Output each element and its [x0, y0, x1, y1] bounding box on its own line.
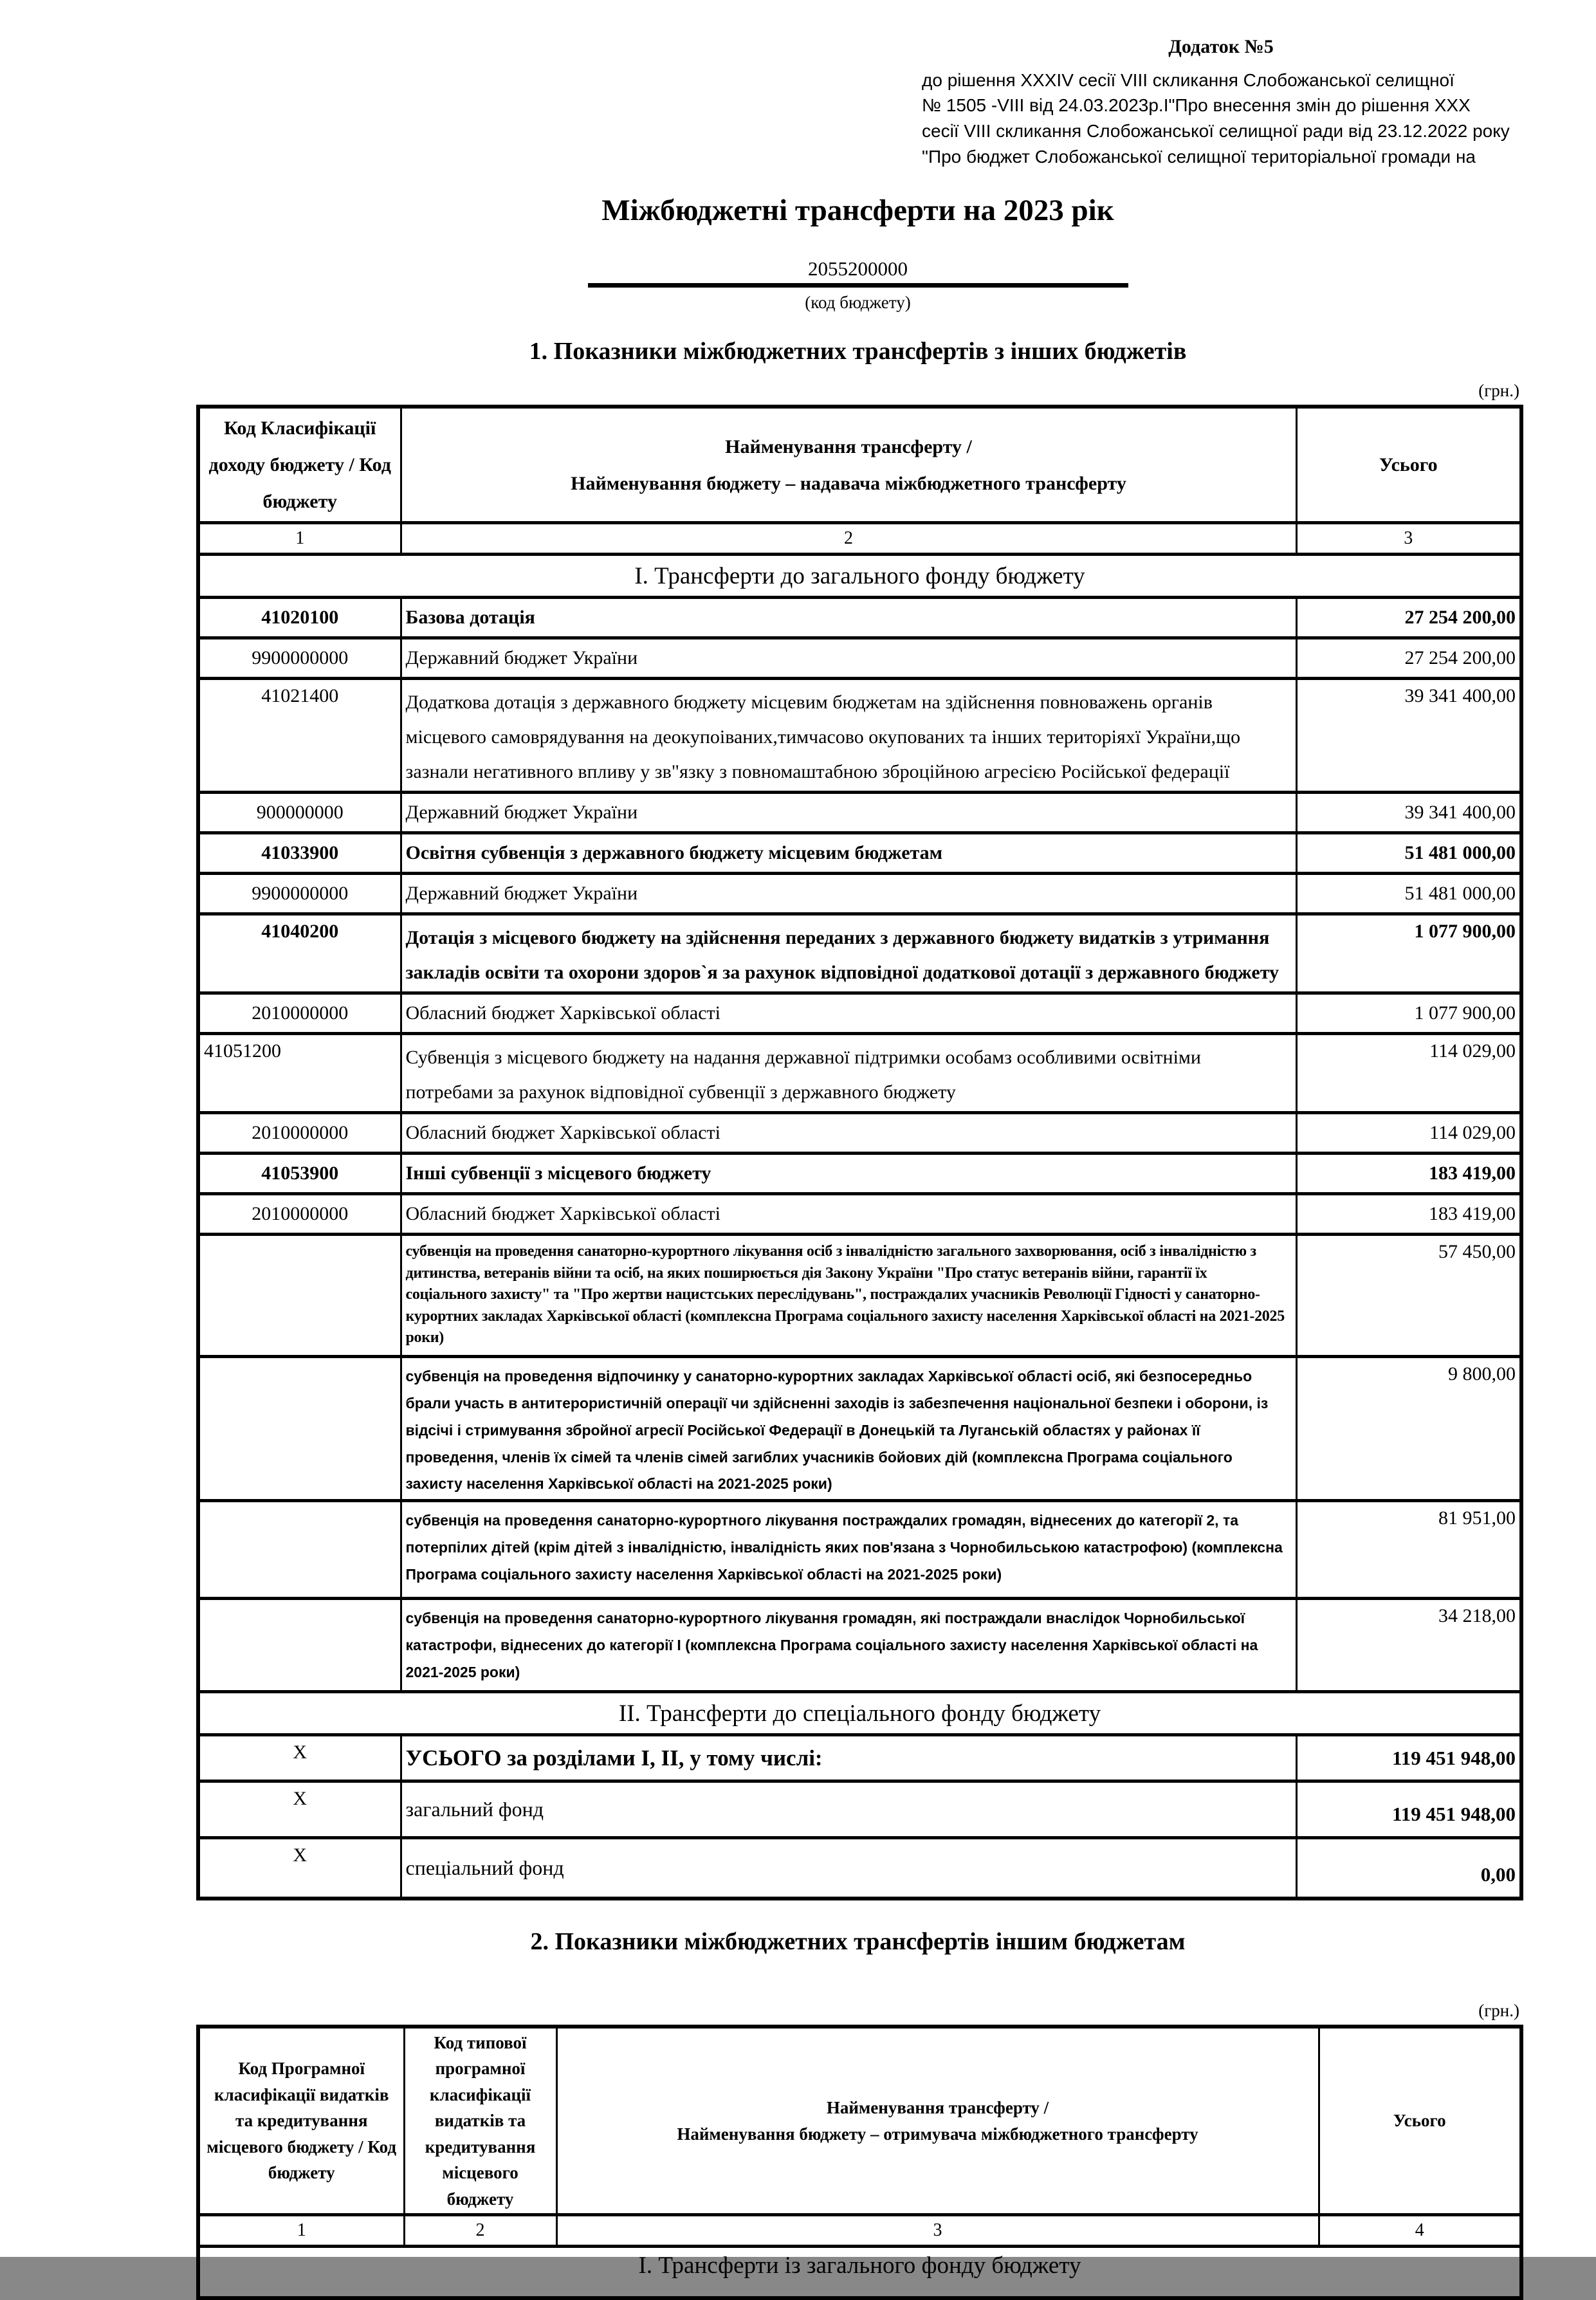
- table2-header-row: [198, 2027, 1521, 2215]
- row-name: Субвенція з місцевого бюджету на надання державної підтримки особамз особливими освітніми потребами за рахунок відповідної субвенції з державного бюджету: [401, 1034, 1296, 1113]
- row-name: Державний бюджет України: [401, 874, 1296, 914]
- row-code: X: [198, 1838, 401, 1899]
- annex-line: до рішення XXXIV сесії VIII скликання Слобожанської селищної: [922, 69, 1454, 90]
- row-amount: 57 450,00: [1296, 1235, 1521, 1357]
- column-number-row-2: [198, 2215, 1521, 2247]
- row-code: [198, 1501, 401, 1599]
- row-amount: 34 218,00: [1296, 1599, 1521, 1692]
- table-row: [198, 598, 1521, 638]
- row-code: 41033900: [198, 833, 401, 874]
- row-amount: 114 029,00: [1296, 1113, 1521, 1154]
- table-row: [198, 638, 1521, 679]
- row-code: 2010000000: [198, 993, 401, 1034]
- table-row: [198, 1113, 1521, 1154]
- table-header-row: [198, 407, 1521, 523]
- table-row: [198, 1501, 1521, 1599]
- section-i-row-2: І. Трансферти із загального фонду бюджету: [198, 2247, 1521, 2298]
- row-amount: 119 451 948,00: [1296, 1735, 1521, 1781]
- budget-code-label: (код бюджету): [805, 293, 911, 312]
- header-total: Усього: [1296, 407, 1521, 523]
- row-amount: 51 481 000,00: [1296, 874, 1521, 914]
- col-number: 2: [401, 523, 1296, 555]
- annex-header: [922, 33, 1520, 170]
- currency-note-2: (грн.): [1478, 2000, 1519, 2020]
- table-row: [198, 1235, 1521, 1357]
- annex-line: "Про бюджет Слобожанської селищної територіальної громади на: [922, 146, 1476, 167]
- row-amount: 1 077 900,00: [1296, 914, 1521, 993]
- row-name: загальний фонд: [401, 1781, 1296, 1838]
- budget-code: 2055200000: [588, 257, 1128, 288]
- row-name: субвенція на проведення відпочинку у санаторно-курортних закладах Харківської області осіб, які безпосередньо брали участь в антитерористичній операції чи здійсненні заходів із забезпечення національної безпеки і оборони, із відсічі і стримування збройної агресії Російської Федерації в Донецькій та Луганській областях у районах її проведення, членів їх сімей та членів сімей загиблих учасників бойових дій (комплексна Програма соціального захисту населення Харківської області на 2021-2025 роки): [401, 1357, 1296, 1501]
- header-typical-classification-code: Код типової програмної класифікації видатків та кредитування місцевого бюджету: [404, 2027, 556, 2215]
- col-number: 1: [198, 2215, 404, 2247]
- row-code: 9900000000: [198, 874, 401, 914]
- row-amount: 114 029,00: [1296, 1034, 1521, 1113]
- row-name: Додаткова дотація з державного бюджету місцевим бюджетам на здійснення повноважень органів місцевого самоврядування на деокупоіваних,тимчасово окупованих та інших територіяхї України,що зазнали негативного впливу у зв"язку з повномаштабною зброційною агресією Російської федерації: [401, 679, 1296, 793]
- table-row: [198, 1599, 1521, 1692]
- currency-note: (грн.): [1478, 381, 1519, 400]
- row-amount: 9 800,00: [1296, 1357, 1521, 1501]
- section-2-title: 2. Показники міжбюджетних трансфертів іншим бюджетам: [530, 1927, 1186, 1955]
- row-name: Державний бюджет України: [401, 638, 1296, 679]
- column-number-row: [198, 523, 1521, 555]
- row-name: спеціальний фонд: [401, 1838, 1296, 1899]
- annex-number: Додаток №5: [1168, 36, 1274, 57]
- row-amount: 39 341 400,00: [1296, 793, 1521, 833]
- totals-row: [198, 1735, 1521, 1781]
- header-transfer-name-2: [556, 2027, 1319, 2215]
- col-number: 4: [1319, 2215, 1521, 2247]
- row-code: [198, 1599, 401, 1692]
- row-code: [198, 1235, 401, 1357]
- row-amount: 183 419,00: [1296, 1194, 1521, 1235]
- table1-totals: [198, 1735, 1521, 1899]
- row-code: 2010000000: [198, 1194, 401, 1235]
- table-row: [198, 1154, 1521, 1194]
- row-name: Обласний бюджет Харківської області: [401, 993, 1296, 1034]
- table-row: [198, 833, 1521, 874]
- row-code: X: [198, 1781, 401, 1838]
- row-code: 41040200: [198, 914, 401, 993]
- row-name: субвенція на проведення санаторно-курортного лікування осіб з інвалідністю загального захворювання, осіб з інвалідністю з дитинства, ветеранів війни та осіб, на яких поширюється дія Закону України "Про статус ветеранів війни, гарантії їх соціального захисту" та "Про жертви нацистських переслідувань", постраждалих учасників Революції Гідності у санаторно-курортних закладах Харківської області (комплексна Програма соціального захисту населення Харківської області на 2021-2025 роки): [401, 1235, 1296, 1357]
- row-amount: 81 951,00: [1296, 1501, 1521, 1599]
- header-transfer-name-2-line2: Найменування бюджету – отримувача міжбюджетного трансферту: [677, 2124, 1198, 2144]
- col-number: 3: [556, 2215, 1319, 2247]
- row-code: 41051200: [198, 1034, 401, 1113]
- budget-code-block: [196, 257, 1519, 313]
- row-amount: 119 451 948,00: [1296, 1781, 1521, 1838]
- table1-body: [198, 598, 1521, 1692]
- table-row: [198, 993, 1521, 1034]
- row-name: Базова дотація: [401, 598, 1296, 638]
- document-content: [196, 0, 1519, 2300]
- transfers-from-other-budgets-table: [196, 405, 1523, 1900]
- header-transfer-name: [401, 407, 1296, 523]
- row-amount: 1 077 900,00: [1296, 993, 1521, 1034]
- row-name: субвенція на проведення санаторно-курортного лікування громадян, які постраждали внаслідок Чорнобильської катастрофи, віднесених до категорії І (комплексна Програма соціального захисту населення Харківської області на 2021-2025 роки): [401, 1599, 1296, 1692]
- row-amount: 39 341 400,00: [1296, 679, 1521, 793]
- row-amount: 51 481 000,00: [1296, 833, 1521, 874]
- table-row: [198, 874, 1521, 914]
- header-transfer-name-2-line1: Найменування трансферту /: [826, 2098, 1049, 2118]
- row-code: [198, 1357, 401, 1501]
- row-code: X: [198, 1735, 401, 1781]
- row-name: Обласний бюджет Харківської області: [401, 1113, 1296, 1154]
- col-number: 1: [198, 523, 401, 555]
- section-1-title: 1. Показники міжбюджетних трансфертів з інших бюджетів: [529, 338, 1187, 365]
- row-name: Обласний бюджет Харківської області: [401, 1194, 1296, 1235]
- row-name: Освітня субвенція з державного бюджету місцевим бюджетам: [401, 833, 1296, 874]
- totals-row: [198, 1781, 1521, 1838]
- annex-line: № 1505 -VIII від 24.03.2023р.І"Про внесення змін до рішення XXX: [922, 95, 1471, 116]
- table-row: [198, 793, 1521, 833]
- row-code: 9900000000: [198, 638, 401, 679]
- row-amount: 183 419,00: [1296, 1154, 1521, 1194]
- totals-row: [198, 1838, 1521, 1899]
- col-number: 3: [1296, 523, 1521, 555]
- section-ii-row: ІІ. Трансферти до спеціального фонду бюджету: [198, 1692, 1521, 1735]
- header-code-classification: Код Класифікації доходу бюджету / Код бюджету: [198, 407, 401, 523]
- transfers-to-other-budgets-table: [196, 2025, 1523, 2300]
- row-code: 900000000: [198, 793, 401, 833]
- row-name: Інші субвенції з місцевого бюджету: [401, 1154, 1296, 1194]
- table-row: [198, 1357, 1521, 1501]
- section-i-row: І. Трансферти до загального фонду бюджету: [198, 555, 1521, 598]
- row-amount: 27 254 200,00: [1296, 638, 1521, 679]
- row-name: Дотація з місцевого бюджету на здійснення переданих з державного бюджету видатків з утримання закладів освіти та охорони здоров`я за рахунок відповідної додаткової дотації з державного бюджету: [401, 914, 1296, 993]
- row-amount: 27 254 200,00: [1296, 598, 1521, 638]
- table-row: [198, 1194, 1521, 1235]
- row-code: 41053900: [198, 1154, 401, 1194]
- header-transfer-name-line1: Найменування трансферту /: [725, 436, 972, 457]
- table-row: [198, 1034, 1521, 1113]
- row-amount: 0,00: [1296, 1838, 1521, 1899]
- row-code: 41020100: [198, 598, 401, 638]
- row-name: Державний бюджет України: [401, 793, 1296, 833]
- col-number: 2: [404, 2215, 556, 2247]
- header-transfer-name-line2: Найменування бюджету – надавача міжбюджетного трансферту: [571, 472, 1126, 494]
- row-name: субвенція на проведення санаторно-курортного лікування постраждалих громадян, віднесених до категорії 2, та потерпілих дітей (крім дітей з інвалідністю, інвалідність яких пов'язана з Чорнобильською катастрофою) (комплексна Програма соціального захисту населення Харківської області на 2021-2025 роки): [401, 1501, 1296, 1599]
- page-title: Міжбюджетні трансферти на 2023 рік: [601, 194, 1114, 227]
- header-program-classification-code: Код Програмної класифікації видатків та кредитування місцевого бюджету / Код бюджету: [198, 2027, 404, 2215]
- row-code: 2010000000: [198, 1113, 401, 1154]
- row-code: 41021400: [198, 679, 401, 793]
- header-total-2: Усього: [1319, 2027, 1521, 2215]
- row-name: УСЬОГО за розділами І, ІІ, у тому числі:: [401, 1735, 1296, 1781]
- table-row: [198, 679, 1521, 793]
- table-row: [198, 914, 1521, 993]
- annex-line: сесії VIII скликання Слобожанської селищної ради від 23.12.2022 року: [922, 121, 1510, 142]
